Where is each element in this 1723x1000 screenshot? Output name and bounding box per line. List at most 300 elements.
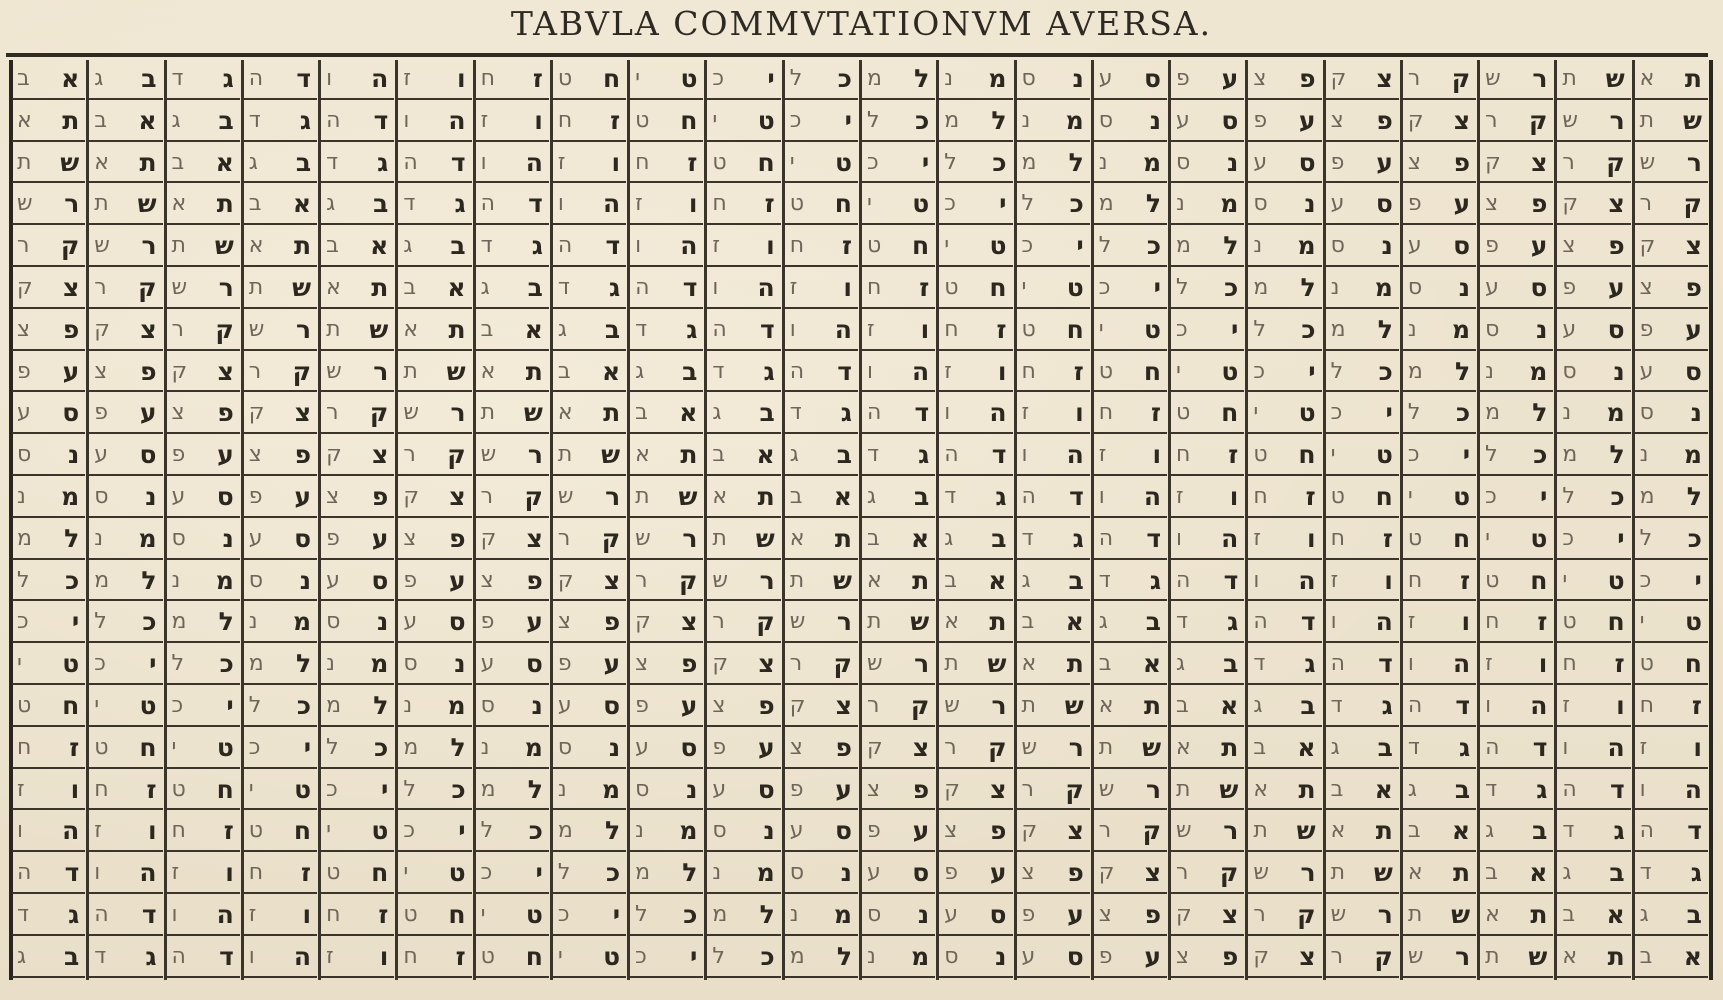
table-letter: ד bbox=[64, 858, 80, 888]
table-letter: ז bbox=[1305, 482, 1316, 511]
table-letter: מ bbox=[215, 565, 234, 595]
faint-letter: א bbox=[94, 149, 109, 175]
table-letter: ק bbox=[601, 523, 621, 553]
faint-letter: מ bbox=[1562, 442, 1578, 468]
table-letter: ג bbox=[1304, 649, 1316, 679]
faint-letter: נ bbox=[1021, 107, 1031, 133]
table-letter: ר bbox=[1068, 732, 1084, 762]
table-letter: ס bbox=[371, 565, 389, 595]
table-letter: פ bbox=[1067, 858, 1084, 888]
table-cell bbox=[785, 687, 858, 727]
table-letter: ת bbox=[1607, 941, 1625, 971]
faint-letter: נ bbox=[635, 818, 644, 844]
table-cell bbox=[12, 144, 85, 184]
table-cell bbox=[244, 520, 317, 560]
faint-letter: ד bbox=[1098, 567, 1111, 593]
faint-letter: ה bbox=[1253, 609, 1268, 635]
faint-letter: י bbox=[480, 902, 486, 927]
table-letter: ר bbox=[450, 398, 466, 428]
table-letter: ד bbox=[1300, 607, 1316, 637]
table-cell bbox=[553, 269, 626, 309]
faint-letter: ט bbox=[17, 693, 32, 718]
table-letter: ר bbox=[914, 649, 930, 679]
table-cell bbox=[630, 729, 703, 769]
faint-letter: ק bbox=[17, 275, 33, 300]
table-letter: ב bbox=[373, 189, 389, 219]
faint-letter: ח bbox=[480, 66, 495, 91]
table-cell bbox=[167, 394, 240, 434]
table-cell bbox=[1635, 520, 1708, 560]
table-cell bbox=[1171, 812, 1244, 852]
table-letter: ח bbox=[1530, 565, 1548, 595]
table-cell bbox=[939, 311, 1012, 351]
table-cell bbox=[1635, 144, 1708, 184]
table-letter: ת bbox=[1375, 816, 1393, 846]
table-cell bbox=[12, 687, 85, 727]
table-cell bbox=[1557, 603, 1630, 643]
faint-letter: מ bbox=[248, 651, 264, 677]
table-letter: כ bbox=[1533, 440, 1548, 470]
faint-letter: ק bbox=[171, 358, 188, 384]
faint-letter: ה bbox=[1485, 734, 1500, 760]
table-cell bbox=[321, 102, 394, 142]
table-cell bbox=[89, 771, 162, 811]
table-cell bbox=[862, 520, 935, 560]
table-cell bbox=[939, 603, 1012, 643]
faint-letter: ש bbox=[1485, 66, 1501, 91]
table-letter: ר bbox=[1455, 941, 1471, 971]
table-letter: נ bbox=[1226, 147, 1239, 177]
table-cell bbox=[630, 311, 703, 351]
faint-letter: ס bbox=[944, 943, 959, 969]
faint-letter: מ bbox=[1485, 400, 1501, 426]
faint-letter: ס bbox=[1562, 358, 1577, 384]
faint-letter: ט bbox=[1098, 358, 1114, 384]
faint-letter: י bbox=[248, 776, 254, 802]
table-cell bbox=[1403, 185, 1476, 225]
table-cell bbox=[553, 436, 626, 476]
faint-letter: ד bbox=[557, 275, 570, 300]
faint-letter: צ bbox=[1485, 191, 1499, 217]
faint-letter: פ bbox=[1021, 902, 1036, 927]
faint-letter: ת bbox=[944, 651, 959, 677]
table-cell bbox=[1171, 144, 1244, 184]
table-cell bbox=[553, 603, 626, 643]
table-letter: נ bbox=[67, 440, 80, 470]
faint-letter: מ bbox=[94, 567, 110, 593]
faint-letter: ג bbox=[866, 484, 877, 509]
faint-letter: ה bbox=[712, 316, 727, 342]
table-cell bbox=[1557, 102, 1630, 142]
table-letter: ע bbox=[1221, 64, 1239, 93]
faint-letter: ח bbox=[789, 233, 805, 259]
table-letter: א bbox=[833, 482, 852, 511]
table-letter: א bbox=[292, 189, 312, 219]
table-letter: צ bbox=[1221, 900, 1239, 929]
table-cell bbox=[244, 812, 317, 852]
table-letter: ג bbox=[608, 273, 621, 302]
table-letter: ד bbox=[991, 440, 1007, 470]
table-cell bbox=[244, 645, 317, 685]
table-letter: ל bbox=[141, 565, 157, 595]
table-letter: פ bbox=[990, 816, 1007, 846]
table-letter: ל bbox=[1145, 189, 1162, 219]
faint-letter: ש bbox=[1639, 149, 1656, 175]
table-letter: מ bbox=[756, 858, 775, 888]
table-cell bbox=[553, 938, 626, 978]
faint-letter: פ bbox=[1562, 275, 1577, 300]
faint-letter: ח bbox=[1562, 651, 1577, 677]
table-cell bbox=[1403, 687, 1476, 727]
table-cell bbox=[1635, 436, 1708, 476]
faint-letter: נ bbox=[557, 776, 567, 802]
table-cell bbox=[398, 436, 471, 476]
table-letter: א bbox=[1683, 941, 1702, 971]
table-letter: ח bbox=[1143, 356, 1162, 386]
table-letter: ל bbox=[682, 858, 698, 888]
faint-letter: ט bbox=[1407, 525, 1423, 551]
table-letter: ע bbox=[526, 607, 543, 637]
table-letter: פ bbox=[603, 607, 621, 637]
table-letter: מ bbox=[833, 900, 852, 929]
faint-letter: א bbox=[248, 233, 264, 259]
faint-letter: ת bbox=[1098, 734, 1114, 760]
table-cell bbox=[1094, 102, 1167, 142]
table-letter: כ bbox=[760, 941, 775, 971]
table-letter: ז bbox=[1691, 691, 1702, 720]
table-cell bbox=[1248, 520, 1321, 560]
faint-letter: א bbox=[1330, 818, 1346, 844]
table-letter: ס bbox=[757, 774, 775, 804]
table-letter: ב bbox=[1145, 607, 1162, 637]
table-cell bbox=[476, 771, 549, 811]
table-cell bbox=[1403, 771, 1476, 811]
faint-letter: נ bbox=[1098, 149, 1108, 175]
faint-letter: ע bbox=[1562, 316, 1577, 342]
faint-letter: ע bbox=[1330, 191, 1345, 217]
faint-letter: ג bbox=[635, 358, 645, 384]
table-letter: ר bbox=[1609, 105, 1625, 135]
faint-letter: ד bbox=[1562, 818, 1575, 844]
table-letter: ת bbox=[139, 147, 157, 177]
faint-letter: ו bbox=[94, 860, 101, 886]
table-cell bbox=[89, 269, 162, 309]
faint-letter: כ bbox=[1562, 525, 1575, 551]
table-letter: ו bbox=[457, 64, 466, 93]
table-cell bbox=[707, 269, 780, 309]
table-cell bbox=[1635, 812, 1708, 852]
faint-letter: ד bbox=[712, 358, 725, 384]
faint-letter: ר bbox=[1330, 943, 1343, 969]
table-cell bbox=[862, 687, 935, 727]
table-cell bbox=[1480, 60, 1553, 100]
table-cell bbox=[1403, 729, 1476, 769]
table-letter: ט bbox=[757, 105, 775, 135]
table-cell bbox=[1403, 562, 1476, 602]
faint-letter: א bbox=[17, 107, 32, 133]
faint-letter: ל bbox=[1330, 358, 1344, 384]
faint-letter: ג bbox=[1176, 651, 1186, 677]
table-cell bbox=[1635, 896, 1708, 936]
table-letter: נ bbox=[222, 523, 234, 553]
table-cell bbox=[89, 227, 162, 267]
faint-letter: ח bbox=[1485, 609, 1500, 635]
table-letter: י bbox=[612, 900, 621, 929]
table-cell bbox=[1326, 478, 1399, 518]
faint-letter: ז bbox=[866, 316, 875, 342]
table-letter: ס bbox=[1298, 147, 1316, 177]
table-letter: ד bbox=[450, 147, 466, 177]
table-letter: י bbox=[380, 774, 389, 804]
table-letter: נ bbox=[763, 816, 775, 846]
table-letter: ר bbox=[836, 607, 852, 637]
faint-letter: פ bbox=[171, 442, 186, 468]
faint-letter: מ bbox=[17, 525, 32, 551]
faint-letter: ר bbox=[1253, 902, 1266, 927]
table-letter: ו bbox=[611, 147, 621, 177]
table-letter: מ bbox=[1297, 231, 1316, 261]
faint-letter: ג bbox=[1639, 902, 1649, 927]
table-letter: א bbox=[756, 440, 775, 470]
table-letter: פ bbox=[449, 523, 466, 553]
faint-letter: ה bbox=[403, 149, 418, 175]
table-letter: מ bbox=[1142, 147, 1162, 177]
table-letter: ב bbox=[1454, 774, 1471, 804]
table-letter: י bbox=[535, 858, 543, 888]
faint-letter: צ bbox=[789, 734, 803, 760]
table-letter: ח bbox=[1066, 314, 1084, 344]
faint-letter: ז bbox=[1407, 609, 1416, 635]
faint-letter: ר bbox=[1639, 191, 1653, 217]
table-letter: ב bbox=[141, 64, 157, 93]
table-cell bbox=[1403, 603, 1476, 643]
table-cell bbox=[476, 854, 549, 894]
faint-letter: ס bbox=[1253, 191, 1268, 217]
faint-letter: ר bbox=[1562, 149, 1575, 175]
faint-letter: ש bbox=[944, 693, 960, 718]
table-cell bbox=[1480, 144, 1553, 184]
table-cell bbox=[1171, 603, 1244, 643]
faint-letter: נ bbox=[1253, 233, 1263, 259]
faint-letter: ז bbox=[1562, 693, 1571, 718]
table-letter: ג bbox=[454, 189, 466, 219]
table-letter: ס bbox=[1221, 105, 1239, 135]
table-letter: מ bbox=[138, 523, 157, 553]
table-letter: ו bbox=[225, 858, 234, 888]
faint-letter: ב bbox=[94, 107, 107, 133]
table-cell bbox=[1557, 938, 1630, 978]
faint-letter: פ bbox=[557, 651, 572, 677]
faint-letter: פ bbox=[326, 525, 340, 551]
faint-letter: פ bbox=[1176, 66, 1190, 91]
faint-letter: ס bbox=[326, 609, 341, 635]
table-letter: ד bbox=[1146, 523, 1162, 553]
faint-letter: ר bbox=[635, 567, 648, 593]
table-letter: ט bbox=[912, 189, 930, 219]
table-letter: ל bbox=[373, 691, 389, 720]
faint-letter: ת bbox=[1176, 776, 1191, 802]
faint-letter: ע bbox=[635, 734, 649, 760]
table-letter: א bbox=[911, 523, 930, 553]
table-cell bbox=[1094, 645, 1167, 685]
table-cell bbox=[1171, 353, 1244, 393]
table-cell bbox=[398, 812, 471, 852]
table-letter: ג bbox=[995, 482, 1007, 511]
faint-letter: ז bbox=[789, 275, 798, 300]
table-cell bbox=[939, 144, 1012, 184]
table-cell bbox=[167, 185, 240, 225]
table-letter: ל bbox=[836, 941, 852, 971]
table-cell bbox=[707, 854, 780, 894]
faint-letter: א bbox=[789, 525, 805, 551]
table-cell bbox=[1480, 478, 1553, 518]
table-letter: ב bbox=[1377, 732, 1393, 762]
table-cell bbox=[1248, 185, 1321, 225]
faint-letter: א bbox=[326, 275, 341, 300]
table-letter: ס bbox=[1144, 64, 1162, 93]
table-cell bbox=[1403, 854, 1476, 894]
faint-letter: ט bbox=[326, 860, 341, 886]
table-letter: ד bbox=[1455, 691, 1471, 720]
faint-letter: ה bbox=[1176, 567, 1191, 593]
table-cell bbox=[1403, 812, 1476, 852]
table-letter: כ bbox=[1687, 523, 1702, 553]
table-cell bbox=[939, 185, 1012, 225]
table-letter: ק bbox=[833, 649, 852, 679]
faint-letter: ו bbox=[403, 107, 410, 133]
faint-letter: ד bbox=[789, 400, 802, 426]
faint-letter: ר bbox=[248, 358, 262, 384]
table-letter: ח bbox=[139, 732, 157, 762]
table-letter: מ bbox=[1606, 398, 1625, 428]
faint-letter: נ bbox=[944, 66, 954, 91]
table-cell bbox=[1248, 269, 1321, 309]
table-cell bbox=[939, 812, 1012, 852]
table-cell bbox=[630, 687, 703, 727]
table-cell bbox=[1326, 938, 1399, 978]
table-cell bbox=[1326, 144, 1399, 184]
table-cell bbox=[1557, 269, 1630, 309]
faint-letter: ט bbox=[1639, 651, 1654, 677]
table-letter: י bbox=[1540, 482, 1548, 511]
table-letter: צ bbox=[1299, 941, 1316, 971]
table-letter: מ bbox=[1683, 440, 1702, 470]
table-cell bbox=[244, 144, 317, 184]
faint-letter: י bbox=[1098, 316, 1104, 342]
table-letter: ק bbox=[756, 607, 775, 637]
faint-letter: ד bbox=[1021, 525, 1034, 551]
table-letter: כ bbox=[65, 565, 80, 595]
faint-letter: פ bbox=[94, 400, 109, 426]
table-cell bbox=[1557, 478, 1630, 518]
table-letter: ר bbox=[1223, 816, 1239, 846]
table-cell bbox=[476, 603, 549, 643]
table-letter: ק bbox=[1297, 900, 1316, 929]
table-cell bbox=[321, 60, 394, 100]
faint-letter: ג bbox=[403, 233, 413, 259]
table-cell bbox=[1480, 269, 1553, 309]
faint-letter: ע bbox=[248, 525, 263, 551]
table-cell bbox=[1248, 394, 1321, 434]
table-cell bbox=[1094, 227, 1167, 267]
table-letter: ל bbox=[527, 774, 543, 804]
faint-letter: ל bbox=[94, 609, 107, 635]
table-cell bbox=[321, 938, 394, 978]
faint-letter: א bbox=[557, 400, 573, 426]
faint-letter: ל bbox=[171, 651, 185, 677]
table-cell bbox=[398, 687, 471, 727]
table-letter: פ bbox=[1685, 273, 1702, 302]
table-cell bbox=[321, 687, 394, 727]
faint-letter: מ bbox=[635, 860, 651, 886]
faint-letter: ס bbox=[1176, 149, 1191, 175]
faint-letter: ו bbox=[712, 275, 719, 300]
table-cell bbox=[1403, 144, 1476, 184]
table-cell bbox=[398, 269, 471, 309]
table-cell bbox=[1480, 812, 1553, 852]
table-cell bbox=[1480, 353, 1553, 393]
table-letter: ז bbox=[764, 189, 775, 219]
table-letter: ש bbox=[1682, 105, 1702, 135]
table-letter: כ bbox=[374, 732, 389, 762]
faint-letter: ד bbox=[480, 233, 493, 259]
table-letter: ח bbox=[1452, 523, 1471, 553]
table-cell bbox=[89, 102, 162, 142]
table-letter: ע bbox=[989, 858, 1007, 888]
faint-letter: ל bbox=[1176, 275, 1189, 300]
table-cell bbox=[167, 60, 240, 100]
table-cell bbox=[707, 896, 780, 936]
faint-letter: ח bbox=[1330, 525, 1345, 551]
faint-letter: ב bbox=[1485, 860, 1498, 886]
faint-letter: ק bbox=[1176, 902, 1192, 927]
table-letter: ע bbox=[371, 523, 389, 553]
table-letter: ח bbox=[1375, 482, 1393, 511]
faint-letter: צ bbox=[635, 651, 649, 677]
table-letter: ע bbox=[603, 649, 621, 679]
table-letter: ב bbox=[527, 273, 543, 302]
table-cell bbox=[12, 812, 85, 852]
table-cell bbox=[12, 353, 85, 393]
faint-letter: פ bbox=[17, 358, 31, 384]
faint-letter: ג bbox=[1021, 567, 1031, 593]
table-letter: ק bbox=[988, 732, 1007, 762]
faint-letter: מ bbox=[1098, 191, 1114, 217]
table-letter: ש bbox=[214, 231, 234, 261]
faint-letter: נ bbox=[1562, 400, 1572, 426]
table-cell bbox=[1017, 269, 1090, 309]
table-cell bbox=[1326, 645, 1399, 685]
faint-letter: ד bbox=[248, 107, 261, 133]
faint-letter: ש bbox=[1330, 902, 1347, 927]
table-cell bbox=[939, 520, 1012, 560]
faint-letter: ר bbox=[171, 316, 184, 342]
table-letter: א bbox=[138, 105, 157, 135]
table-letter: ב bbox=[1223, 649, 1239, 679]
table-cell bbox=[12, 60, 85, 100]
faint-letter: ט bbox=[789, 191, 804, 217]
faint-letter: פ bbox=[1485, 233, 1499, 259]
faint-letter: ז bbox=[557, 149, 566, 175]
faint-letter: ז bbox=[1098, 442, 1107, 468]
faint-letter: ג bbox=[789, 442, 799, 468]
table-cell bbox=[244, 60, 317, 100]
table-cell bbox=[398, 394, 471, 434]
table-letter: ג bbox=[1458, 732, 1471, 762]
table-letter: ז bbox=[687, 147, 698, 177]
table-cell bbox=[1635, 729, 1708, 769]
table-letter: א bbox=[1451, 816, 1471, 846]
